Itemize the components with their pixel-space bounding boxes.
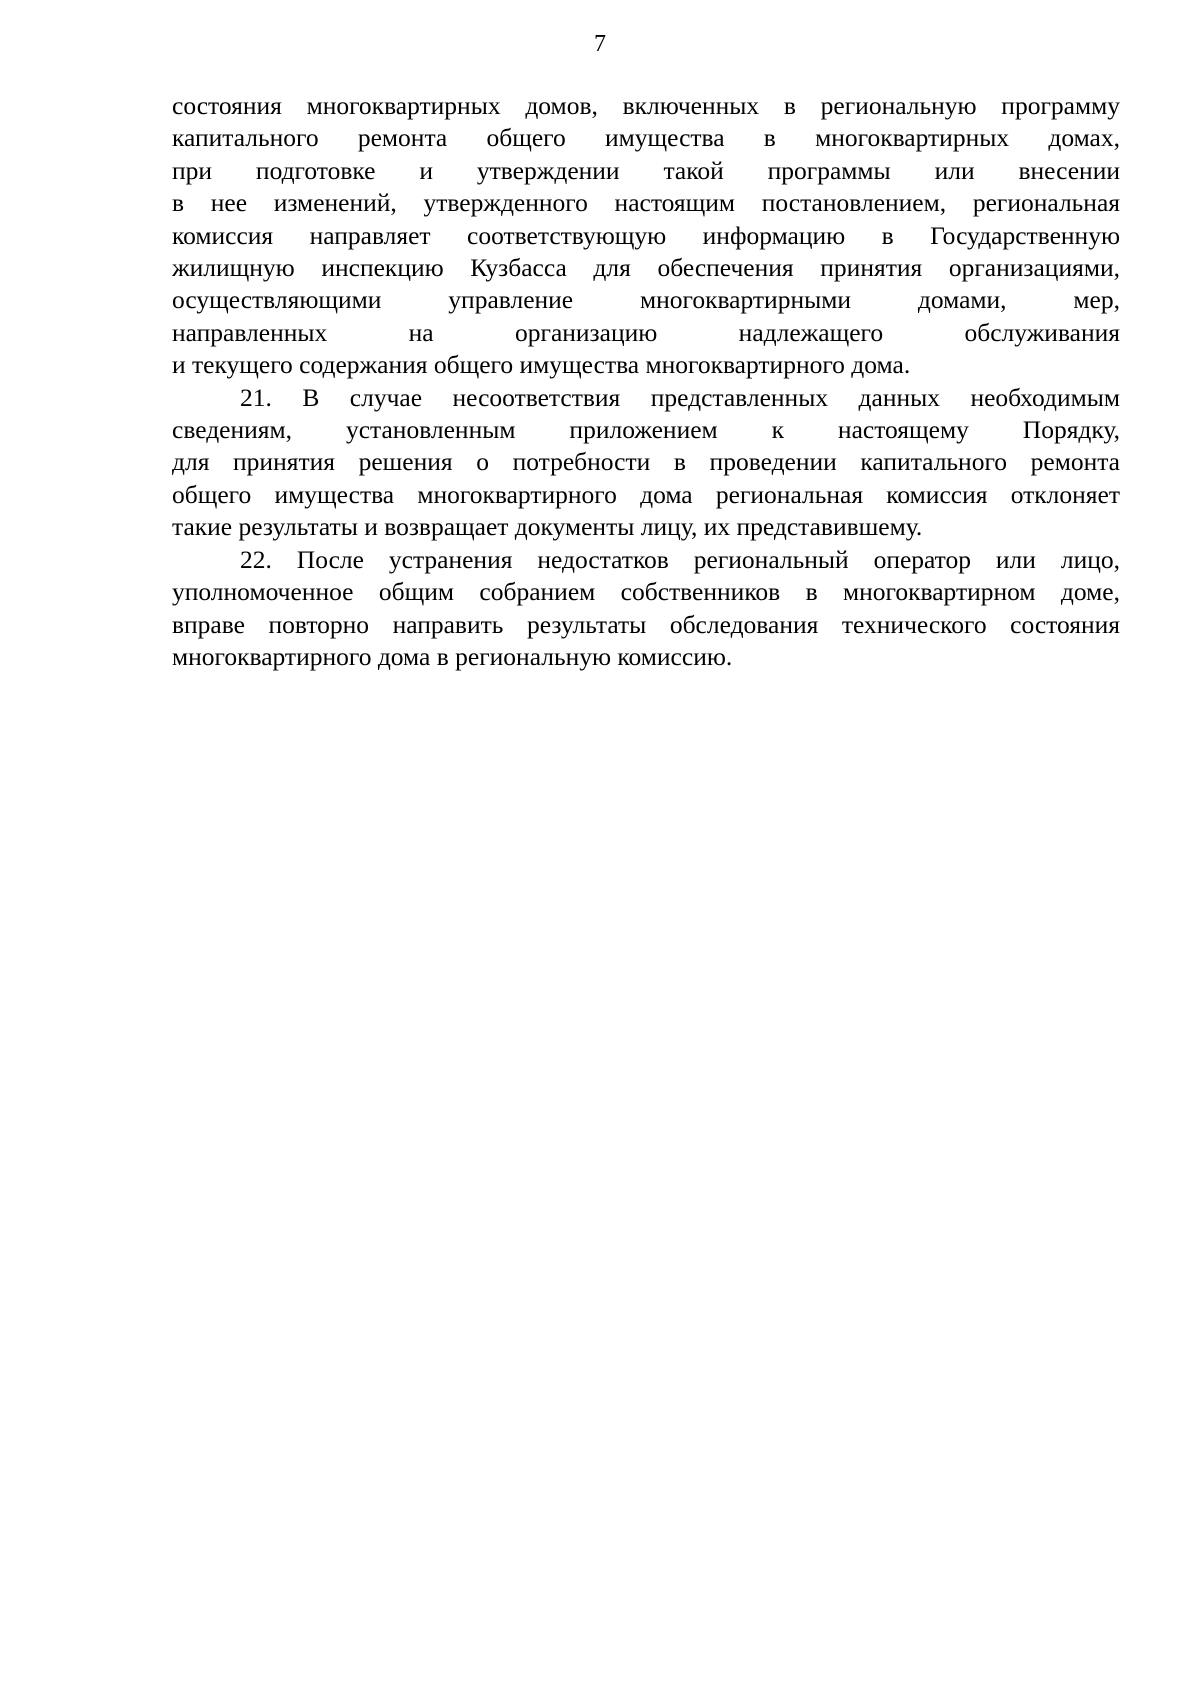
text-line: сведениям, установленным приложением к настоящему Порядку, xyxy=(172,415,1120,445)
paragraph-continuation xyxy=(172,90,1120,382)
text-line: такие результаты и возвращает документы лицу, их представившему. xyxy=(172,512,923,542)
text-line: состояния многоквартирных домов, включенных в региональную программу xyxy=(172,91,1120,120)
text-line: уполномоченное общим собранием собственников в многоквартирном доме, xyxy=(172,577,1120,607)
text-line: направленных на организацию надлежащего обслуживания xyxy=(172,317,1120,347)
text-line: комиссия направляет соответствующую информацию в Государственную xyxy=(172,220,1120,250)
paragraph-21 xyxy=(172,382,1120,544)
text-line: капитального ремонта общего имущества в многоквартирных домах, xyxy=(172,123,1120,153)
text-line: 21. В случае несоответствия представленных данных необходимым xyxy=(240,382,1120,412)
text-line: осуществляющими управление многоквартирными домами, мер, xyxy=(172,285,1120,315)
text-line: для принятия решения о потребности в проведении капитального ремонта xyxy=(172,447,1120,477)
page-number: 7 xyxy=(594,31,606,57)
text-line: при подготовке и утверждении такой программы или внесении xyxy=(172,155,1120,185)
text-line: 22. После устранения недостатков региональный оператор или лицо, xyxy=(240,544,1120,574)
paragraph-22 xyxy=(172,544,1120,674)
text-line: жилищную инспекцию Кузбасса для обеспечения принятия организациями, xyxy=(172,253,1120,283)
text-line: многоквартирного дома в региональную комиссию. xyxy=(172,641,733,671)
text-line: в нее изменений, утвержденного настоящим постановлением, региональная xyxy=(172,188,1120,218)
text-line: и текущего содержания общего имущества многоквартирного дома. xyxy=(172,350,911,380)
text-line: общего имущества многоквартирного дома региональная комиссия отклоняет xyxy=(172,479,1120,509)
document-body xyxy=(172,90,1120,673)
text-line: вправе повторно направить результаты обследования технического состояния xyxy=(172,609,1120,639)
